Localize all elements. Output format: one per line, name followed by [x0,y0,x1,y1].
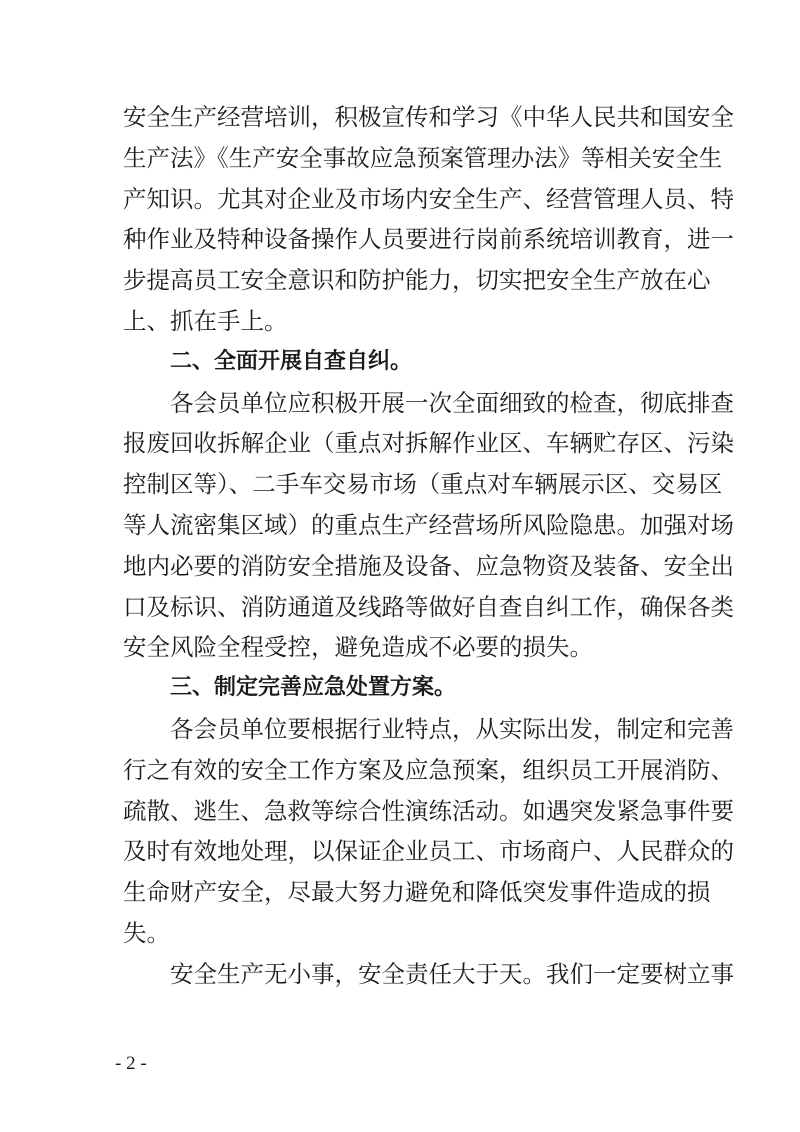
body-line: 控制区等）、二手车交易市场（重点对车辆展示区、交易区 [123,470,723,498]
body-line: 报废回收拆解企业（重点对拆解作业区、车辆贮存区、污染 [123,429,734,457]
section-heading: 三、制定完善应急处置方案。 [170,675,457,700]
body-line: 疏散、逃生、急救等综合性演练活动。如遇突发紧急事件要 [123,797,734,825]
body-line: 各会员单位要根据行业特点，从实际出发，制定和完善 [170,715,734,743]
body-line: 生命财产安全，尽最大努力避免和降低突发事件造成的损 [123,878,711,906]
body-line: 安全生产经营培训，积极宣传和学习《中华人民共和国安全 [123,103,734,131]
body-line: 地内必要的消防安全措施及设备、应急物资及装备、安全出 [123,552,734,580]
body-line: 及时有效地处理，以保证企业员工、市场商户、人民群众的 [123,837,734,865]
body-line: 失。 [123,919,170,947]
body-line: 步提高员工安全意识和防护能力，切实把安全生产放在心 [123,266,711,294]
body-line: 产知识。尤其对企业及市场内安全生产、经营管理人员、特 [123,185,734,213]
body-line: 安全风险全程受控，避免造成不必要的损失。 [123,633,593,661]
body-line: 上、抓在手上。 [123,307,288,335]
body-line: 行之有效的安全工作方案及应急预案，组织员工开展消防、 [123,756,734,784]
body-line: 等人流密集区域）的重点生产经营场所风险隐患。加强对场 [123,511,734,539]
body-line: 口及标识、消防通道及线路等做好自查自纠工作，确保各类 [123,593,734,621]
body-line: 种作业及特种设备操作人员要进行岗前系统培训教育，进一 [123,225,734,253]
section-heading: 二、全面开展自查自纠。 [170,349,413,374]
page-number: - 2 - [115,1053,147,1074]
body-line: 各会员单位应积极开展一次全面细致的检查，彻底排查 [170,389,734,417]
body-line: 安全生产无小事，安全责任大于天。我们一定要树立事 [170,960,734,988]
body-line: 生产法》《生产安全事故应急预案管理办法》等相关安全生 [123,144,723,172]
